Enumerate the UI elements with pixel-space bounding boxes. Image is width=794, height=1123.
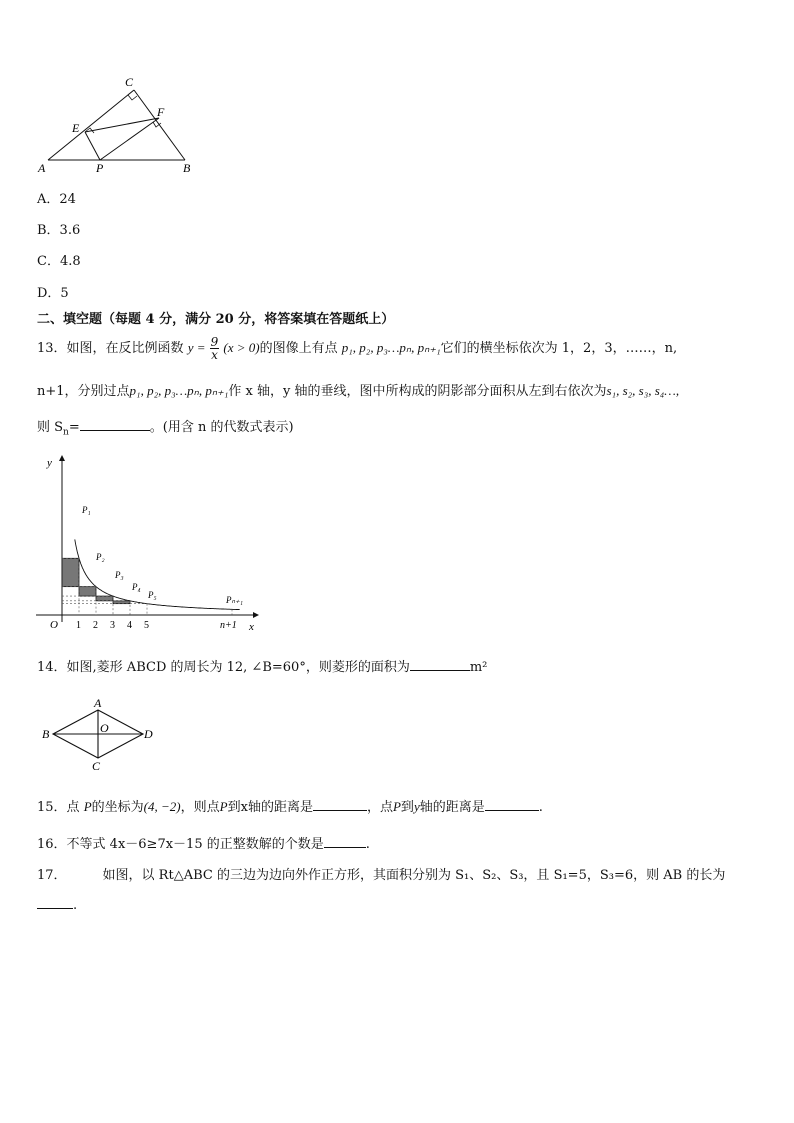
- shaded-strip-2: [79, 587, 96, 596]
- rhombus-label-o: O: [100, 721, 109, 735]
- rhombus-label-a: A: [94, 696, 102, 710]
- q15-text: 15．点 P的坐标为(4, −2)，则点P到x轴的距离是 ，点P到y轴的距离是 .: [37, 799, 543, 815]
- q17-answer-blank: [37, 896, 73, 909]
- q13-line2: n+1，分别过点p₁, p₂, p₃…pₙ, pₙ₊₁作 x 轴，y 轴的垂线，图中所构成的阴影部分面积从左到右依次为s₁, s₂, s₃, s₄…,: [37, 383, 680, 399]
- x-tick-4: 4: [127, 620, 132, 631]
- origin-label: O: [50, 619, 58, 631]
- label-c: C: [125, 75, 134, 89]
- option-d: D．5: [37, 286, 69, 301]
- q16-answer-blank: [324, 835, 366, 848]
- shaded-strip-1: [62, 558, 79, 586]
- q13-fraction: $\frac{9}{x}$: [210, 335, 219, 362]
- q17-blank-line: .: [37, 896, 77, 913]
- pn1-label: Pₙ₊₁: [226, 595, 243, 605]
- q13-line3: 则 $S_n=$ 。(用含 n 的代数式表示): [37, 420, 294, 438]
- q13-graph: [36, 452, 262, 632]
- option-c: C．4.8: [37, 254, 81, 269]
- x-tick-3: 3: [110, 620, 115, 631]
- label-e: E: [72, 121, 80, 135]
- p5-label: P₅: [148, 590, 157, 600]
- label-b: B: [183, 161, 191, 175]
- x-tick-2: 2: [93, 620, 98, 631]
- section-heading: 二、填空题（每题 4 分，满分 20 分，将答案填在答题纸上）: [37, 312, 395, 327]
- option-b: B．3.6: [37, 223, 81, 238]
- label-p: P: [96, 161, 104, 175]
- q16-text: 16．不等式 4x－6≥7x－15 的正整数解的个数是 .: [37, 837, 370, 852]
- rhombus-label-b: B: [42, 727, 50, 741]
- rhombus-label-c: C: [92, 759, 101, 773]
- q13-answer-blank: [80, 418, 150, 431]
- q14-text: 14．如图,菱形 ABCD 的周长为 12, ∠B=60°，则菱形的面积为 m²: [37, 660, 488, 675]
- x-tick-n1: n+1: [220, 620, 237, 631]
- x-tick-1: 1: [76, 620, 81, 631]
- label-a: A: [38, 161, 46, 175]
- rhombus-figure: [38, 696, 163, 774]
- q15-blank-2: [485, 798, 539, 811]
- x-tick-5: 5: [144, 620, 149, 631]
- p4-label: P₄: [132, 582, 141, 592]
- p3-label: P₃: [115, 570, 124, 580]
- p1-label: P₁: [82, 505, 91, 515]
- q13-line1: 13．如图，在反比例函数 y = $\frac{9}{x}$ (x > 0)的图像上有点 p₁, p₂, p₃…pₙ, pₙ₊₁它们的横坐标依次为 1，2，3，……，n,: [37, 335, 678, 362]
- q14-answer-blank: [410, 658, 470, 671]
- y-axis-label: y: [47, 457, 52, 469]
- rhombus-label-d: D: [144, 727, 153, 741]
- q17-text: 17． 如图，以 Rt△ABC 的三边为边向外作正方形，其面积分别为 S₁、S₂、S₃，且 S₁=5，S₃=6，则 AB 的长为: [37, 868, 726, 883]
- shaded-strip-4: [113, 601, 130, 604]
- option-a: A．24: [37, 192, 76, 207]
- label-f: F: [157, 105, 165, 119]
- q13-number: 13．: [37, 341, 67, 356]
- q15-blank-1: [313, 798, 367, 811]
- shaded-strip-3: [96, 596, 113, 601]
- triangle-figure: [30, 70, 200, 180]
- x-axis-label: x: [249, 621, 254, 632]
- p2-label: P₂: [96, 552, 105, 562]
